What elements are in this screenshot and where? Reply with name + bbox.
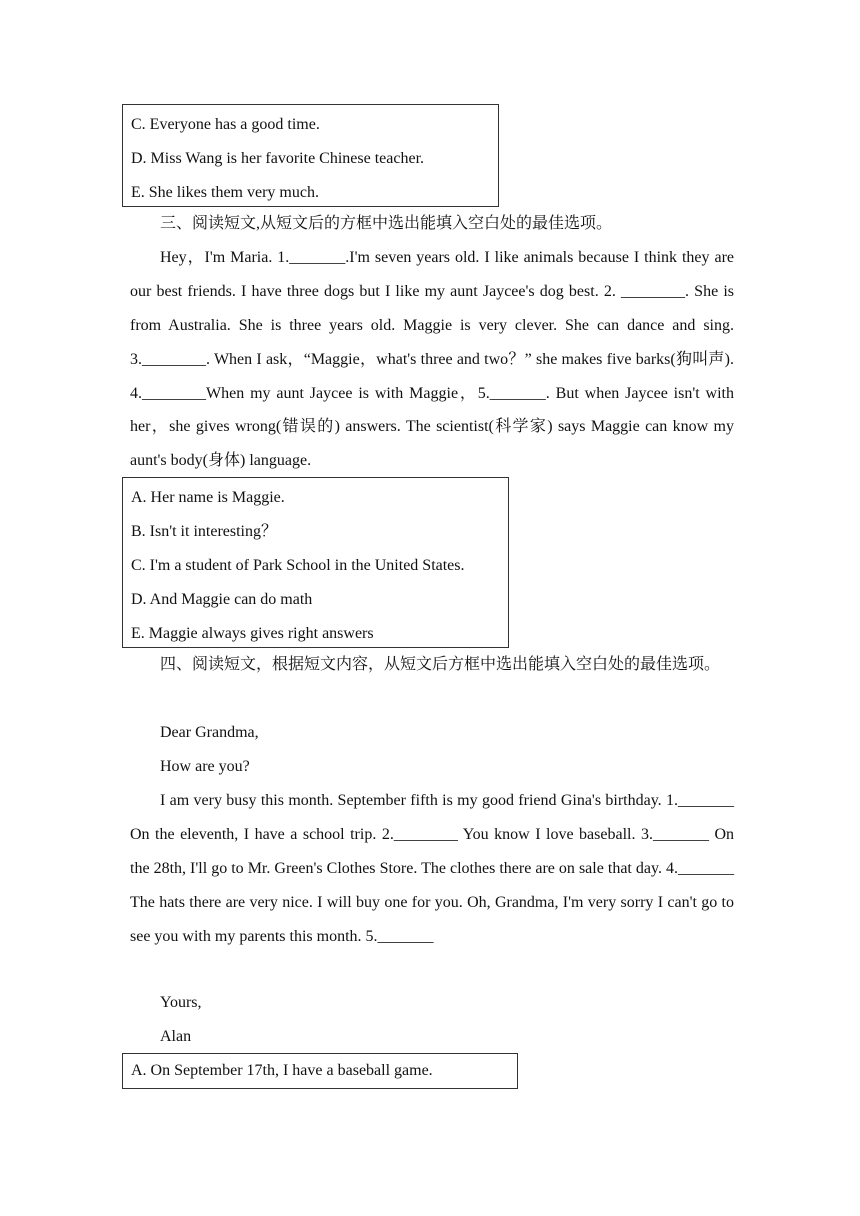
section-3 <box>130 207 734 478</box>
options-box-3 <box>122 1053 518 1089</box>
section-4-heading: 四、阅读短文，根据短文内容，从短文后方框中选出能填入空白处的最佳选项。 <box>160 656 721 673</box>
option-c: C. Everyone has a good time. <box>131 116 320 133</box>
options-box-1 <box>122 104 499 207</box>
section-4-heading-block <box>130 648 734 682</box>
letter-salutation: Dear Grandma, <box>160 724 259 741</box>
section-3-passage: Hey，I'm Maria. 1._______.I'm seven years old. I like animals because I think they are our best friends. I have three dogs but I like my aunt Jaycee's dog best. 2. ________. She is from Australia. She is three years old. Maggie is very clever. She can dance and sing. 3.________. When I ask，“Maggie，what's three and two？” she makes five barks(狗叫声). 4.________When my aunt Jaycee is with Maggie，5._______. But when Jaycee isn't with her，she gives wrong(错误的) answers. The scientist(科学家) says Maggie can know my aunt's body(身体) language. <box>130 248 734 470</box>
letter-closing: Yours, <box>160 994 202 1011</box>
letter-signature: Alan <box>160 1028 192 1045</box>
option-d: D. And Maggie can do math <box>131 591 313 608</box>
options-box-2 <box>122 477 509 648</box>
option-e: E. She likes them very much. <box>131 184 319 201</box>
section-3-heading: 三、阅读短文,从短文后的方框中选出能填入空白处的最佳选项。 <box>160 215 613 232</box>
letter-body: I am very busy this month. September fifth is my good friend Gina's birthday. 1._______ On the eleventh, I have a school trip. 2.________ You know I love baseball. 3._______ On the 28th, I'll go to Mr. Green's Clothes Store. The clothes there are on sale that day. 4._______ The hats there are very nice. I will buy one for you. Oh, Grandma, I'm very sorry I can't go to see you with my parents this month. 5._______ <box>130 792 734 945</box>
option-a: A. Her name is Maggie. <box>131 489 285 506</box>
option-d: D. Miss Wang is her favorite Chinese teacher. <box>131 150 425 167</box>
option-c: C. I'm a student of Park School in the United States. <box>131 557 465 574</box>
option-b: B. Isn't it interesting？ <box>131 523 277 540</box>
letter-body-block <box>130 784 734 954</box>
option-a: A. On September 17th, I have a baseball game. <box>131 1062 433 1079</box>
letter-greeting: How are you? <box>160 758 250 775</box>
option-e: E. Maggie always gives right answers <box>131 625 374 642</box>
